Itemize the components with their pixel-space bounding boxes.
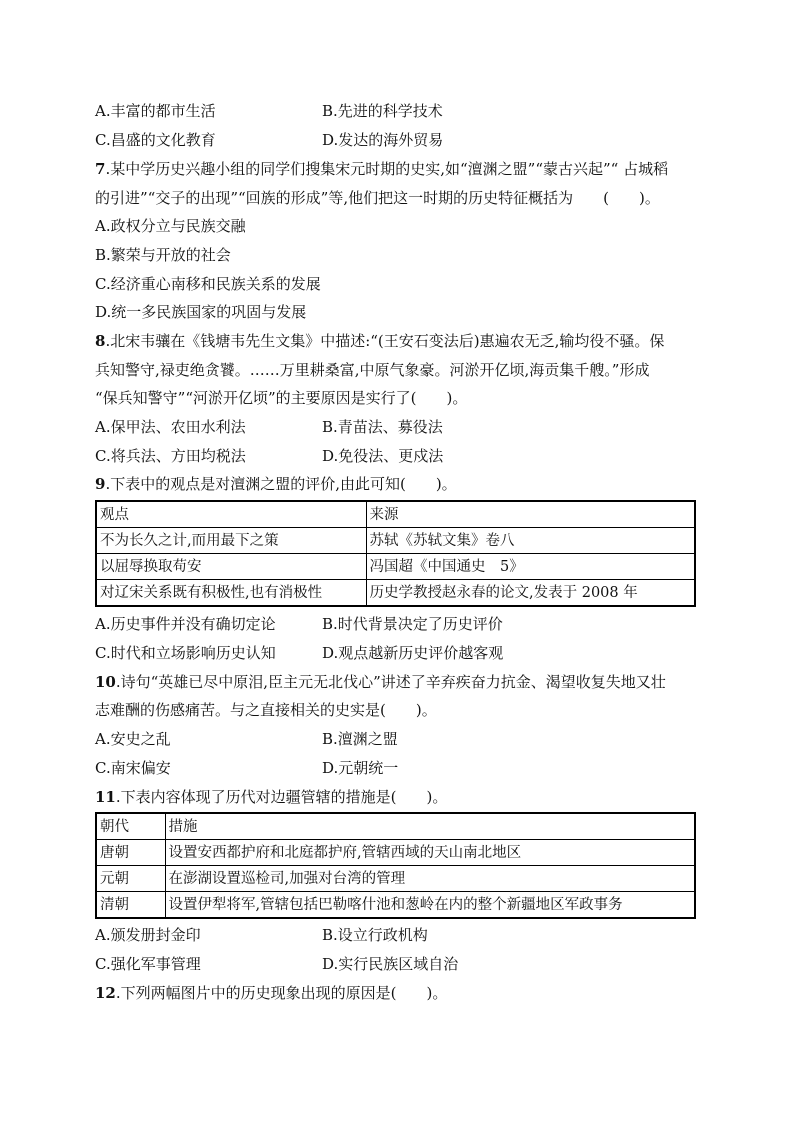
table-row xyxy=(96,528,695,554)
q8-stem-line2: 兵知警守,禄吏绝贪饕。……万里耕桑富,中原气象豪。河淤开亿顷,海贡集千艘。”形成 xyxy=(95,361,650,379)
q10-stem-line2: 志难酬的伤感痛苦。与之直接相关的史实是( )。 xyxy=(95,701,437,719)
table-row xyxy=(96,580,695,607)
q8-option-b: B.青苗法、募役法 xyxy=(322,418,443,436)
q8-option-d: D.免役法、更戍法 xyxy=(322,447,444,465)
q10-option-d: D.元朝统一 xyxy=(322,759,399,777)
q7-number: 7 xyxy=(95,160,106,178)
q7-stem-line1 xyxy=(95,159,668,179)
q10-stem-line1 xyxy=(95,672,666,692)
q11-option-d: D.实行民族区域自治 xyxy=(322,955,459,973)
q11-stem-text: .下表内容体现了历代对边疆管辖的措施是( )。 xyxy=(115,788,448,806)
table-header-cell: 来源 xyxy=(366,501,695,528)
table-cell: 唐朝 xyxy=(96,840,165,866)
q11-option-a: A.颁发册封金印 xyxy=(95,926,201,944)
q10-option-c: C.南宋偏安 xyxy=(95,759,171,777)
q9-stem xyxy=(95,474,457,494)
q9-number: 9 xyxy=(95,475,106,493)
q7-option-a: A.政权分立与民族交融 xyxy=(95,217,246,235)
table-cell: 设置伊犁将军,管辖包括巴勒喀什池和葱岭在内的整个新疆地区军政事务 xyxy=(165,892,695,919)
table-cell: 在澎湖设置巡检司,加强对台湾的管理 xyxy=(165,866,695,892)
table-header-cell: 朝代 xyxy=(96,813,165,840)
q9-option-d: D.观点越新历史评价越客观 xyxy=(322,644,504,662)
q6-option-a: A.丰富的都市生活 xyxy=(95,102,216,120)
q9-option-c: C.时代和立场影响历史认知 xyxy=(95,644,276,662)
table-row xyxy=(96,840,695,866)
table-row xyxy=(96,892,695,919)
q6-option-b: B.先进的科学技术 xyxy=(322,102,443,120)
table-header-cell: 措施 xyxy=(165,813,695,840)
table-cell: 历史学教授赵永春的论文,发表于 2008 年 xyxy=(366,580,695,607)
table-header-row xyxy=(96,813,695,840)
q7-option-c: C.经济重心南移和民族关系的发展 xyxy=(95,275,321,293)
q9-option-a: A.历史事件并没有确切定论 xyxy=(95,615,276,633)
q8-option-a: A.保甲法、农田水利法 xyxy=(95,418,246,436)
q10-option-a: A.安史之乱 xyxy=(95,730,171,748)
q7-stem-text: .某中学历史兴趣小组的同学们搜集宋元时期的史实,如“澶渊之盟”“蒙古兴起”“ 占城稻 xyxy=(105,160,669,178)
q8-option-c: C.将兵法、方田均税法 xyxy=(95,447,246,465)
q9-stem-text: .下表中的观点是对澶渊之盟的评价,由此可知( )。 xyxy=(105,475,457,493)
table-cell: 冯国超《中国通史 5》 xyxy=(366,554,695,580)
q11-number: 11 xyxy=(95,788,116,806)
q11-table xyxy=(95,812,696,919)
table-row xyxy=(96,866,695,892)
q9-option-b: B.时代背景决定了历史评价 xyxy=(322,615,503,633)
q12-number: 12 xyxy=(95,984,116,1002)
q7-option-d: D.统一多民族国家的巩固与发展 xyxy=(95,303,307,321)
table-cell: 以屈辱换取苟安 xyxy=(96,554,366,580)
q8-stem-line1 xyxy=(95,331,664,351)
q7-option-b: B.繁荣与开放的社会 xyxy=(95,246,231,264)
q11-option-c: C.强化军事管理 xyxy=(95,955,201,973)
q11-stem xyxy=(95,787,447,807)
table-row xyxy=(96,554,695,580)
q8-stem-line3: “保兵知警守”“河淤开亿顷”的主要原因是实行了( )。 xyxy=(95,389,468,407)
q9-table xyxy=(95,500,696,607)
q10-stem-text: .诗句“英雄已尽中原泪,臣主元无北伐心”讲述了辛弃疾奋力抗金、渴望收复失地又壮 xyxy=(115,673,666,691)
q10-number: 10 xyxy=(95,673,116,691)
q12-stem xyxy=(95,983,447,1003)
q6-option-c: C.昌盛的文化教育 xyxy=(95,131,216,149)
table-cell: 不为长久之计,而用最下之策 xyxy=(96,528,366,554)
table-cell: 设置安西都护府和北庭都护府,管辖西域的天山南北地区 xyxy=(165,840,695,866)
q10-option-b: B.澶渊之盟 xyxy=(322,730,398,748)
table-cell: 元朝 xyxy=(96,866,165,892)
q8-number: 8 xyxy=(95,332,106,350)
table-cell: 对辽宋关系既有积极性,也有消极性 xyxy=(96,580,366,607)
q6-option-d: D.发达的海外贸易 xyxy=(322,131,444,149)
table-cell: 苏轼《苏轼文集》卷八 xyxy=(366,528,695,554)
table-header-cell: 观点 xyxy=(96,501,366,528)
q8-stem-text: .北宋韦骧在《钱塘韦先生文集》中描述:“(王安石变法后)惠遍农无乏,输均役不骚。保 xyxy=(105,332,665,350)
table-header-row xyxy=(96,501,695,528)
q12-stem-text: .下列两幅图片中的历史现象出现的原因是( )。 xyxy=(115,984,448,1002)
q11-option-b: B.设立行政机构 xyxy=(322,926,428,944)
table-cell: 清朝 xyxy=(96,892,165,919)
q7-stem-line2: 的引进”“交子的出现”“回族的形成”等,他们把这一时期的历史特征概括为 ( )。 xyxy=(95,189,660,207)
